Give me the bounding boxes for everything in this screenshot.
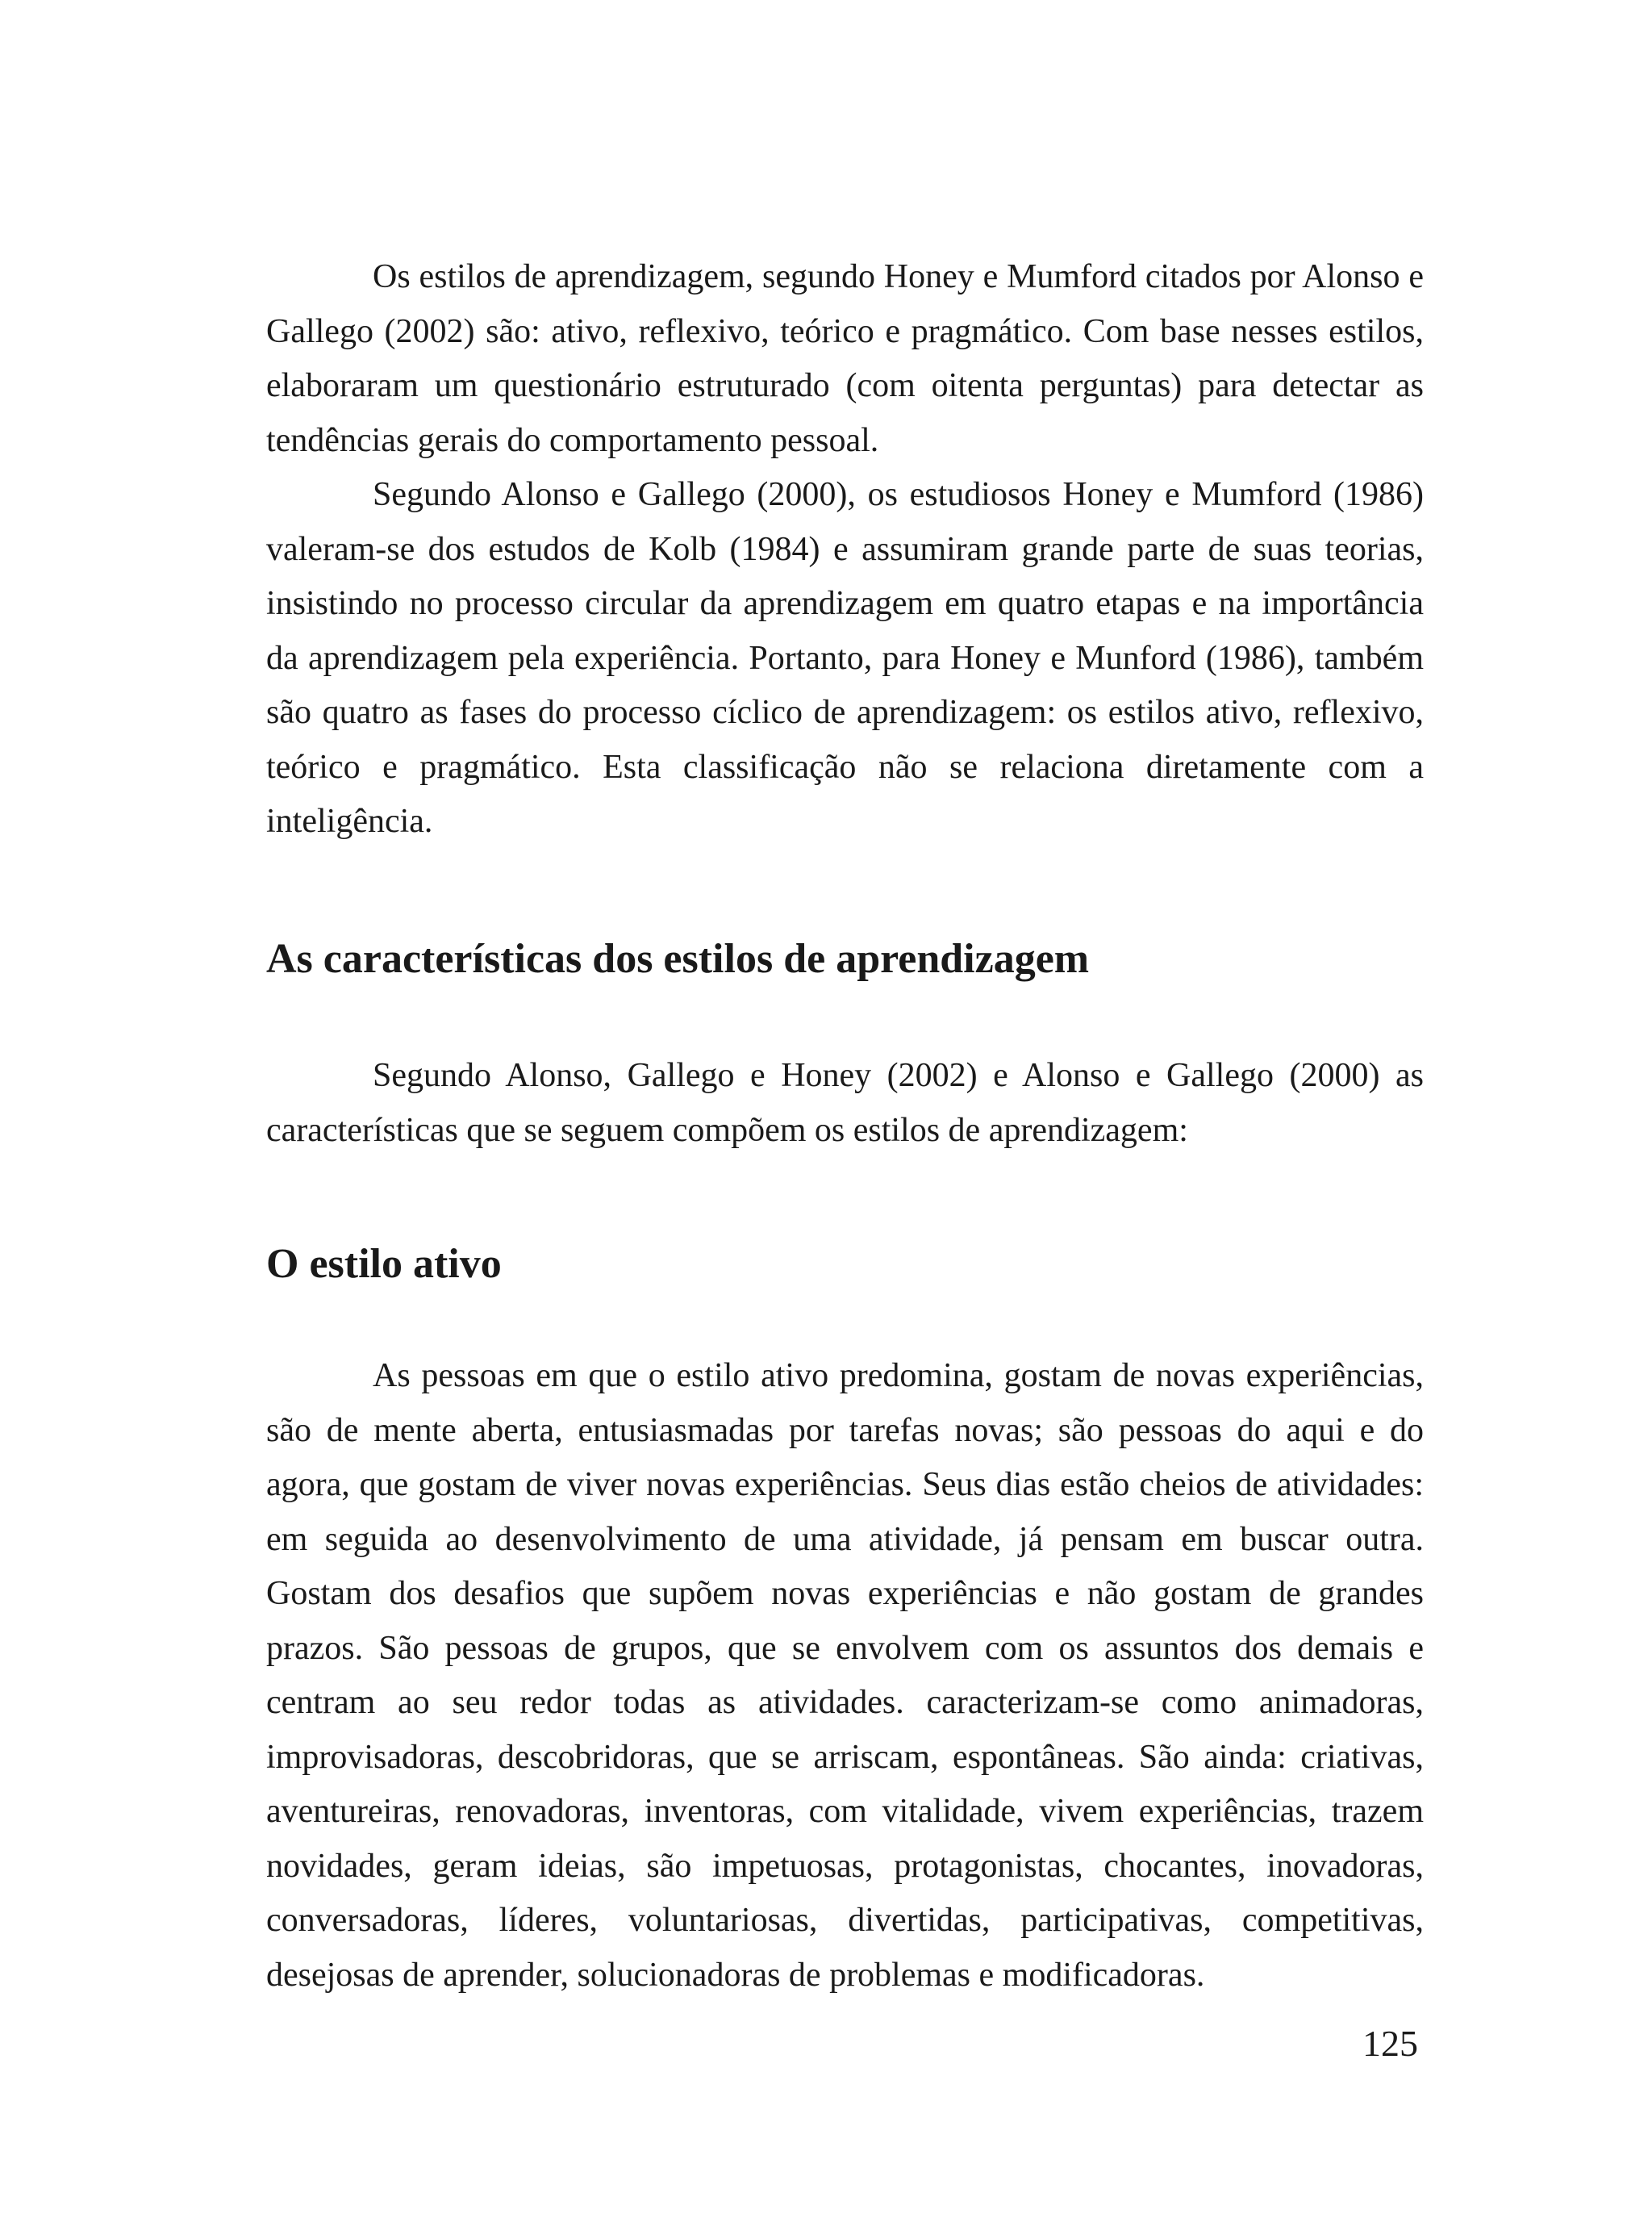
characteristics-block — [266, 1049, 1424, 1158]
intro-block — [266, 250, 1424, 850]
active-style-block — [266, 1349, 1424, 2003]
section-heading-characteristics: As características dos estilos de aprendizagem — [266, 936, 1090, 982]
characteristics-paragraph: Segundo Alonso, Gallego e Honey (2002) e Alonso e Gallego (2000) as características que se seguem compõem os estilos de aprendizagem: — [266, 1057, 1424, 1149]
active-style-paragraph: As pessoas em que o estilo ativo predomina, gostam de novas experiências, são de mente aberta, entusiasmadas por tarefas novas; são pessoas do aqui e do agora, que gostam de viver novas experiências. Seus dias estão cheios de atividades: em seguida ao desenvolvimento de uma atividade, já pensam em buscar outra. Gostam dos desafios que supõem novas experiências e não gostam de grandes prazos. São pessoas de grupos, que se envolvem com os assuntos dos demais e centram ao seu redor todas as atividades. caracterizam-se como animadoras, improvisadoras, descobridoras, que se arriscam, espontâneas. São ainda: criativas, aventureiras, renovadoras, inventoras, com vitalidade, vivem experiências, trazem novidades, geram ideias, são impetuosas, protagonistas, chocantes, inovadoras, conversadoras, líderes, voluntariosas, divertidas, participativas, competitivas, desejosas de aprender, solucionadoras de problemas e modificadoras. — [266, 1357, 1424, 1994]
page-number: 125 — [1362, 2023, 1418, 2064]
intro-paragraph-1: Os estilos de aprendizagem, segundo Honey e Mumford citados por Alonso e Gallego (2002) são: ativo, reflexivo, teórico e pragmático. Com base nesses estilos, elaboraram um questionário estruturado (com oitenta perguntas) para detectar as tendências gerais do comportamento pessoal. — [266, 258, 1424, 459]
intro-paragraph-2: Segundo Alonso e Gallego (2000), os estudiosos Honey e Mumford (1986) valeram-se dos estudos de Kolb (1984) e assumiram grande parte de suas teorias, insistindo no processo circular da aprendizagem em quatro etapas e na importância da aprendizagem pela experiência. Portanto, para Honey e Munford (1986), também são quatro as fases do processo cíclico de aprendizagem: os estilos ativo, reflexivo, teórico e pragmático. Esta classificação não se relaciona diretamente com a inteligência. — [266, 476, 1424, 840]
section-heading-active-style: O estilo ativo — [266, 1241, 502, 1287]
